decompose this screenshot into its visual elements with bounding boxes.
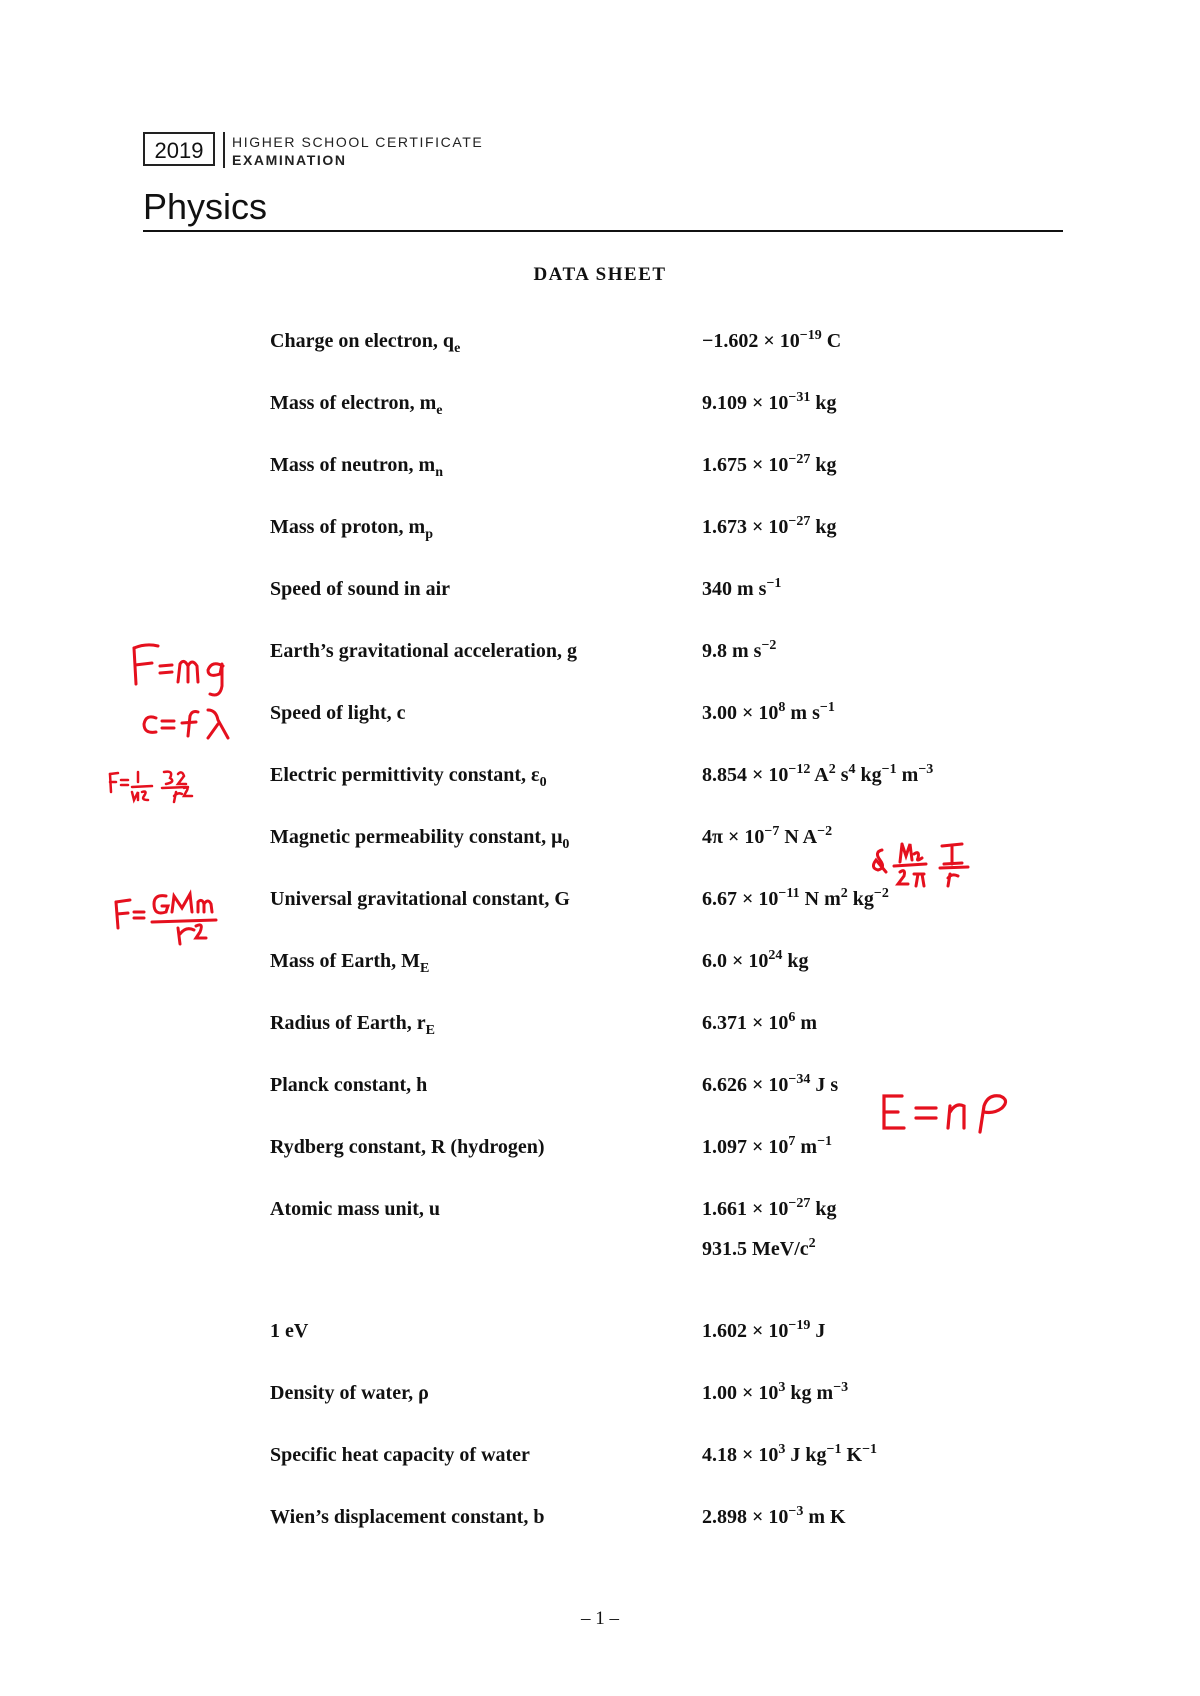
constant-label xyxy=(270,826,570,852)
value-exponent: −7 xyxy=(764,824,780,839)
constant-value xyxy=(702,516,837,539)
value-text: 8.854 × 10 xyxy=(702,764,789,786)
constant-label xyxy=(270,454,443,480)
value-unit: kg xyxy=(810,516,837,538)
label-text: Universal gravitational constant, G xyxy=(270,888,570,910)
value-exponent: −2 xyxy=(761,638,777,653)
value-unit: kg xyxy=(782,950,809,972)
value-exponent: −31 xyxy=(788,390,811,405)
annotation-mu-field xyxy=(866,838,986,896)
constant-value xyxy=(702,392,837,415)
value-text: 1.673 × 10 xyxy=(702,516,789,538)
constant-label xyxy=(270,1012,435,1038)
constant-value xyxy=(702,640,776,663)
value-unit: kg xyxy=(855,764,882,786)
constant-value xyxy=(702,454,837,477)
value-unit: kg xyxy=(810,1198,837,1220)
constant-value xyxy=(702,1444,877,1467)
constant-label xyxy=(270,1444,530,1467)
label-text: Electric permittivity constant, ε xyxy=(270,764,540,786)
value-exponent: −19 xyxy=(788,1318,811,1333)
label-subscript: e xyxy=(436,403,443,418)
constant-value xyxy=(702,888,889,911)
value-unit: m xyxy=(795,1136,818,1158)
constant-label xyxy=(270,764,547,790)
page-number: – 1 – xyxy=(581,1608,619,1629)
value-unit: N A xyxy=(779,826,818,848)
constant-label xyxy=(270,578,450,601)
annotation-newton xyxy=(108,888,238,958)
annotation-cfl xyxy=(138,706,238,746)
value-unit: m xyxy=(795,1012,818,1034)
label-text: Wien’s displacement constant, b xyxy=(270,1506,545,1528)
label-subscript: n xyxy=(435,465,443,480)
value-exponent: 24 xyxy=(768,948,783,963)
value-unit: kg xyxy=(847,888,874,910)
value-exponent: −34 xyxy=(788,1072,811,1087)
value-exponent: −12 xyxy=(788,762,811,777)
value-text: 4.18 × 10 xyxy=(702,1444,779,1466)
label-subscript: p xyxy=(425,527,433,542)
value-text: 1.00 × 10 xyxy=(702,1382,779,1404)
value-exponent: −3 xyxy=(788,1504,804,1519)
label-text: Mass of proton, m xyxy=(270,516,426,538)
label-subscript: 0 xyxy=(562,837,570,852)
value-exponent: 3 xyxy=(778,1380,786,1395)
value-unit: A xyxy=(810,764,829,786)
label-text: Speed of sound in air xyxy=(270,578,451,600)
value-unit: m s xyxy=(785,702,820,724)
label-text: 1 eV xyxy=(270,1320,309,1342)
constant-value xyxy=(702,702,835,725)
constant-value xyxy=(702,826,832,849)
label-subscript: e xyxy=(454,341,461,356)
constant-label xyxy=(270,1320,308,1343)
value-unit: J s xyxy=(810,1074,839,1096)
unit-exponent: −1 xyxy=(819,700,835,715)
constant-label xyxy=(270,1136,545,1159)
constant-label xyxy=(270,516,433,542)
value-exponent: −1 xyxy=(766,576,782,591)
label-text: Atomic mass unit, u xyxy=(270,1198,441,1220)
value-unit: kg m xyxy=(785,1382,834,1404)
value-unit: C xyxy=(821,330,842,352)
constant-label xyxy=(270,1198,440,1221)
label-text: Mass of electron, m xyxy=(270,392,437,414)
value-text: 2.898 × 10 xyxy=(702,1506,789,1528)
constant-value xyxy=(702,1320,825,1343)
value-text: 6.626 × 10 xyxy=(702,1074,789,1096)
label-text: Mass of neutron, m xyxy=(270,454,436,476)
value-exponent: −11 xyxy=(778,886,800,901)
value-exponent: −27 xyxy=(788,514,811,529)
constant-label xyxy=(270,950,430,976)
header-rule xyxy=(143,230,1063,232)
constant-label xyxy=(270,392,443,418)
value-exponent: −27 xyxy=(788,452,811,467)
value-unit: N m xyxy=(799,888,841,910)
unit-exponent: −1 xyxy=(826,1442,842,1457)
unit-exponent: 2 xyxy=(828,762,836,777)
value-unit: m xyxy=(896,764,919,786)
label-text: Density of water, ρ xyxy=(270,1382,429,1404)
label-text: Radius of Earth, r xyxy=(270,1012,426,1034)
unit-exponent: −2 xyxy=(873,886,889,901)
constant-value xyxy=(702,578,781,601)
value-exponent: −19 xyxy=(799,328,822,343)
label-text: Charge on electron, q xyxy=(270,330,455,352)
unit-exponent: 2 xyxy=(840,886,848,901)
constant-value xyxy=(702,1506,846,1529)
unit-exponent: 4 xyxy=(848,762,856,777)
label-text: Mass of Earth, M xyxy=(270,950,420,972)
value-text: 1.661 × 10 xyxy=(702,1198,789,1220)
constant-value xyxy=(702,1136,832,1159)
value-text: 4π × 10 xyxy=(702,826,765,848)
value-text: 6.0 × 10 xyxy=(702,950,769,972)
constant-value-alt xyxy=(702,1238,816,1261)
value-text: 6.67 × 10 xyxy=(702,888,779,910)
constant-label xyxy=(270,1074,427,1097)
year-box: 2019 xyxy=(143,132,215,166)
value-text: 6.371 × 10 xyxy=(702,1012,789,1034)
value-text: 931.5 MeV/c xyxy=(702,1238,809,1260)
constant-value xyxy=(702,950,809,973)
subject-title: Physics xyxy=(143,186,268,227)
constant-label xyxy=(270,702,406,725)
sheet-title: DATA SHEET xyxy=(533,264,667,285)
value-text: 9.8 m s xyxy=(702,640,762,662)
constant-label xyxy=(270,1506,544,1529)
label-subscript: E xyxy=(419,961,430,976)
value-unit: s xyxy=(835,764,849,786)
label-text: Specific heat capacity of water xyxy=(270,1444,530,1466)
unit-exponent: −3 xyxy=(833,1380,849,1395)
label-text: Magnetic permeability constant, μ xyxy=(270,826,563,848)
constant-value xyxy=(702,1074,838,1097)
constant-value xyxy=(702,764,933,787)
value-unit: J xyxy=(810,1320,826,1342)
value-unit: J kg xyxy=(785,1444,827,1466)
unit-exponent: −1 xyxy=(862,1442,878,1457)
value-exponent: 6 xyxy=(788,1010,796,1025)
label-text: Earth’s gravitational acceleration, g xyxy=(270,640,577,662)
annotation-fmg xyxy=(128,640,238,700)
constant-label xyxy=(270,640,577,663)
annotation-coulomb xyxy=(104,768,224,816)
value-text: 9.109 × 10 xyxy=(702,392,789,414)
label-text: Speed of light, c xyxy=(270,702,406,724)
value-exponent: 8 xyxy=(778,700,786,715)
constant-value xyxy=(702,1012,817,1035)
value-text: 1.097 × 10 xyxy=(702,1136,789,1158)
label-subscript: E xyxy=(425,1023,435,1038)
constant-label xyxy=(270,1382,429,1405)
examination-line: EXAMINATION xyxy=(232,152,347,168)
certificate-line: HIGHER SCHOOL CERTIFICATE xyxy=(232,134,484,150)
value-exponent: 3 xyxy=(778,1442,786,1457)
value-text: 3.00 × 10 xyxy=(702,702,779,724)
value-unit: K xyxy=(841,1444,863,1466)
constant-value xyxy=(702,1198,837,1221)
value-text: 1.675 × 10 xyxy=(702,454,789,476)
constant-label xyxy=(270,888,570,911)
value-text: −1.602 × 10 xyxy=(702,330,800,352)
header-divider xyxy=(223,132,225,168)
unit-exponent: −3 xyxy=(918,762,934,777)
value-text: 1.602 × 10 xyxy=(702,1320,789,1342)
unit-exponent: −1 xyxy=(881,762,897,777)
value-text: 340 m s xyxy=(702,578,767,600)
label-text: Planck constant, h xyxy=(270,1074,428,1096)
value-exponent: −27 xyxy=(788,1196,811,1211)
constant-value xyxy=(702,330,841,353)
value-unit: kg xyxy=(810,454,837,476)
label-subscript: 0 xyxy=(539,775,547,790)
unit-exponent: −2 xyxy=(817,824,833,839)
constant-label xyxy=(270,330,461,356)
value-exponent: 7 xyxy=(788,1134,796,1149)
value-exponent: 2 xyxy=(808,1236,816,1251)
annotation-planck xyxy=(876,1088,1016,1138)
constant-value xyxy=(702,1382,848,1405)
value-unit: kg xyxy=(810,392,837,414)
label-text: Rydberg constant, R (hydrogen) xyxy=(270,1136,545,1158)
value-unit: m K xyxy=(803,1506,846,1528)
unit-exponent: −1 xyxy=(817,1134,833,1149)
